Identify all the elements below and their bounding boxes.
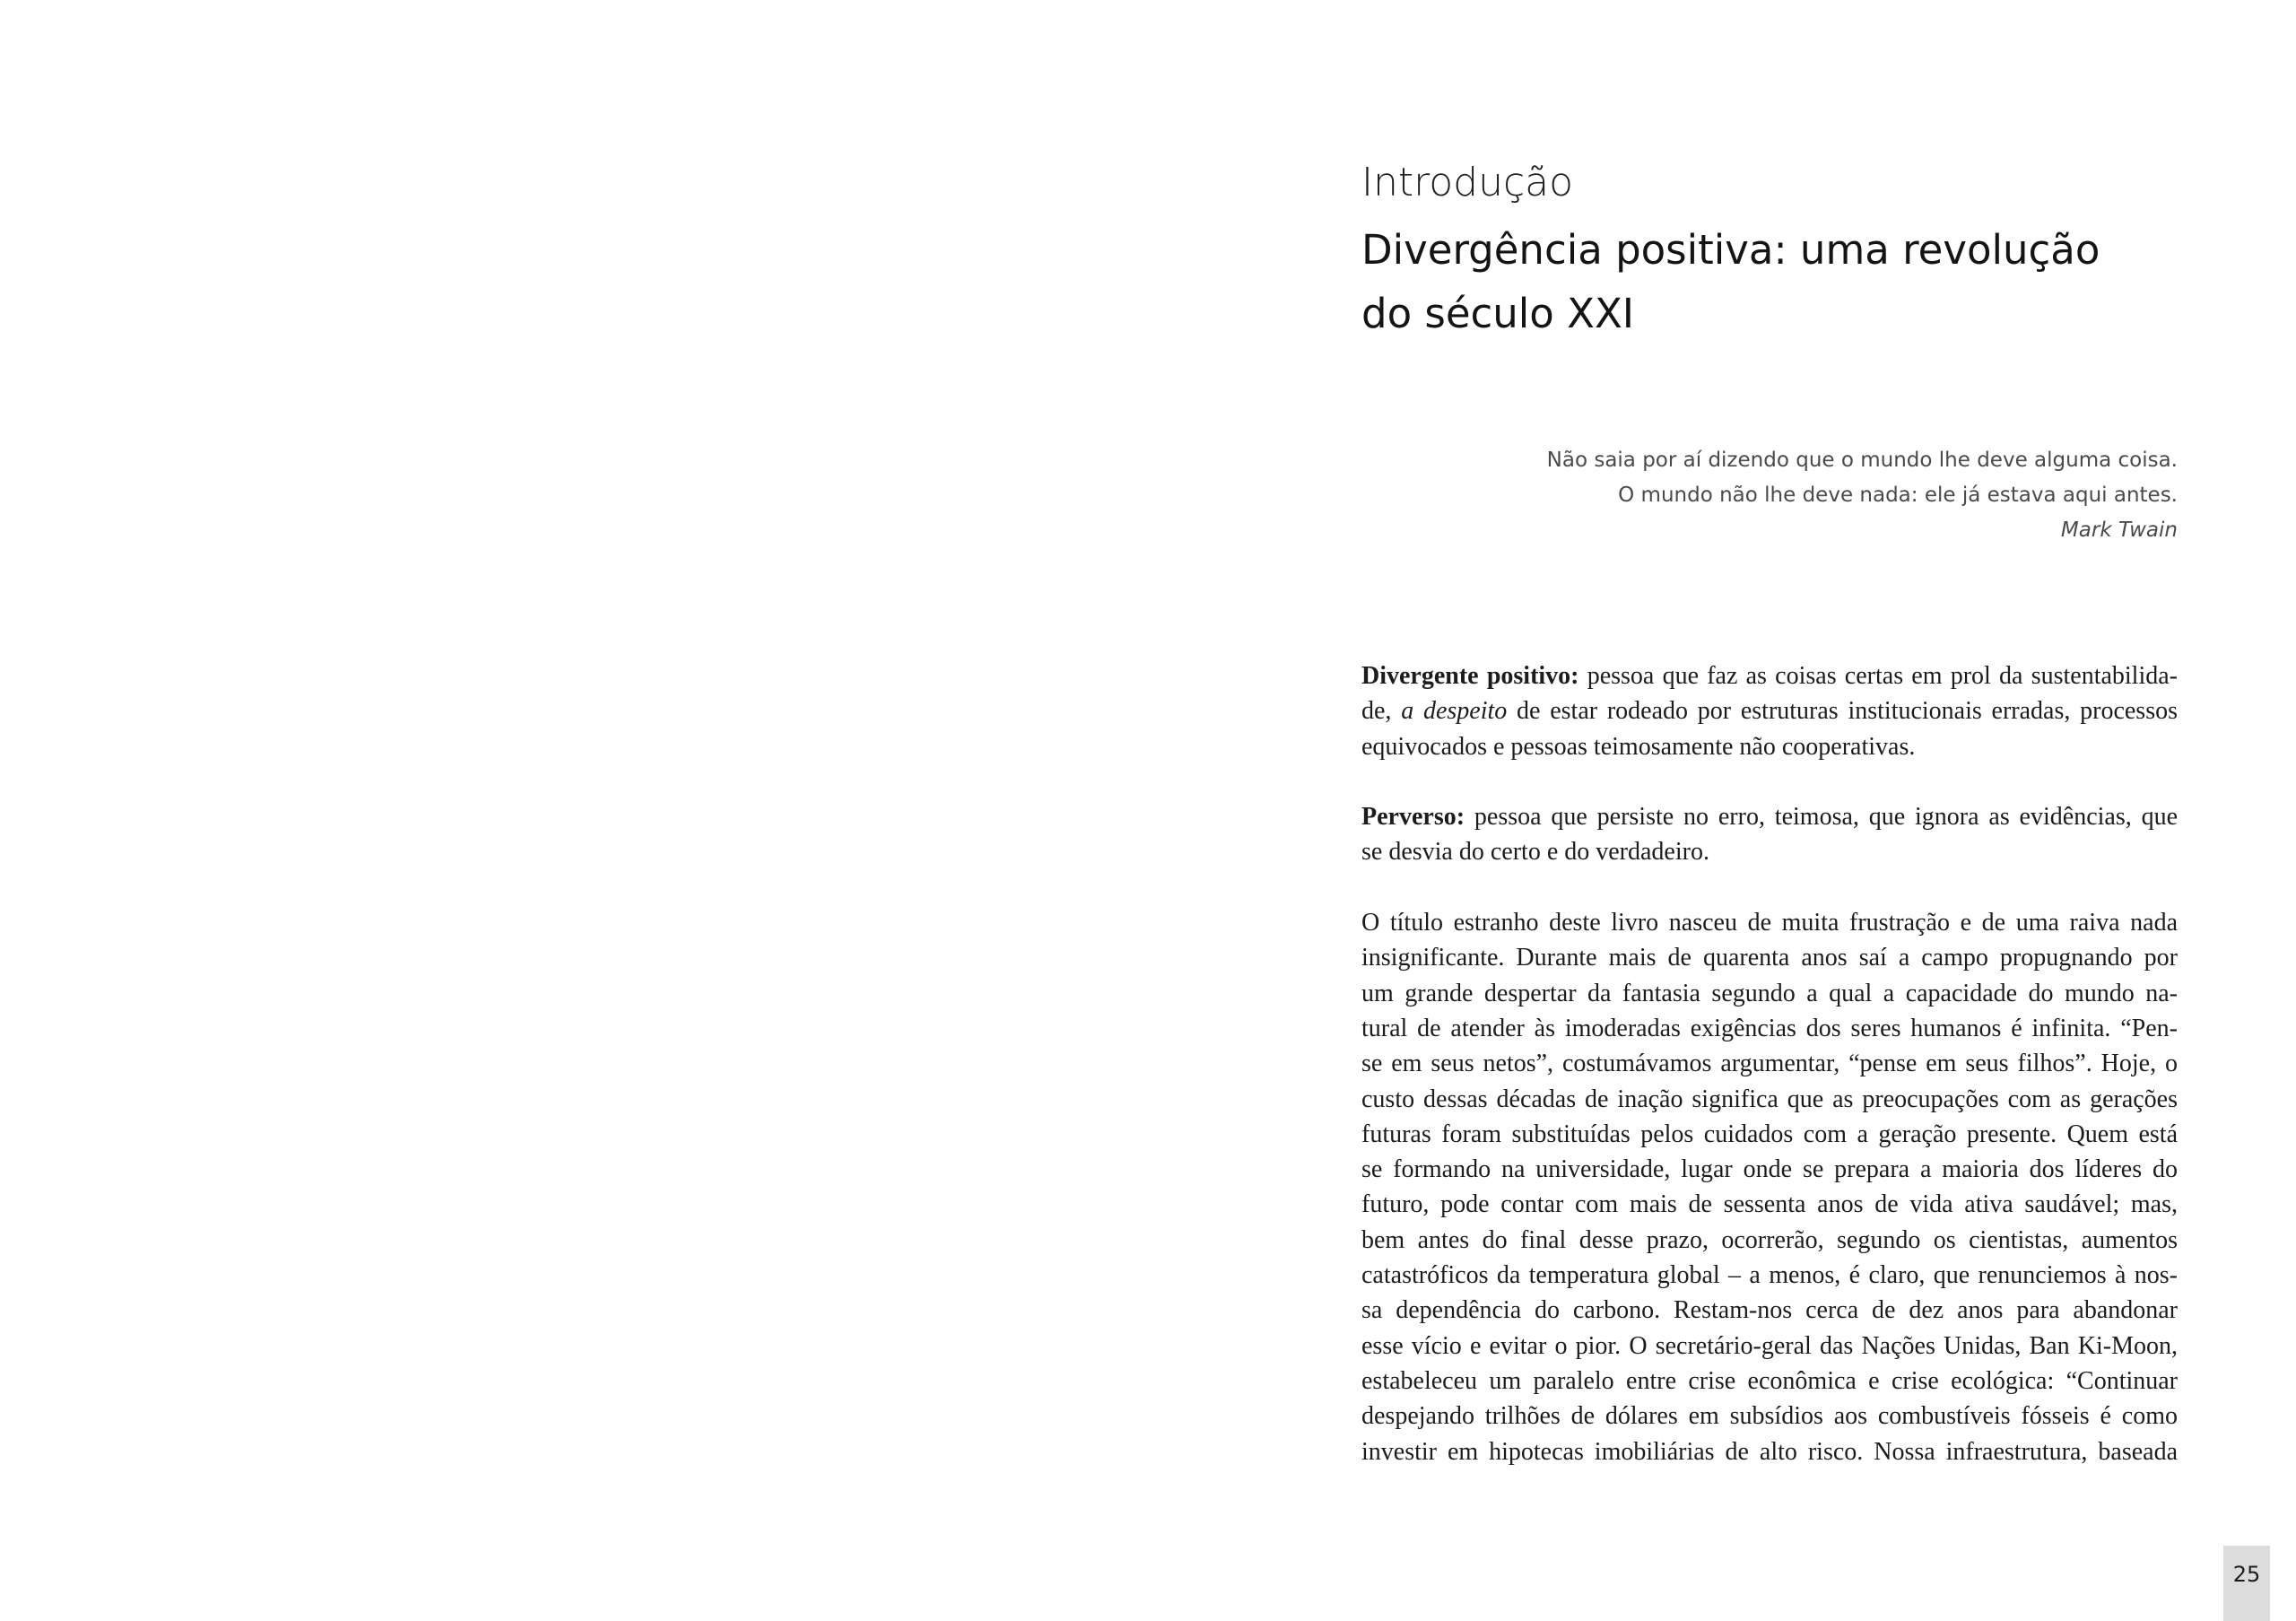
body-paragraph xyxy=(1361,905,2178,1469)
paragraph-line: futuras foram substituídas pelos cuidados com a geração presente. Quem está xyxy=(1361,1120,2178,1148)
definition-term-divergente: Divergente positivo: xyxy=(1361,662,1579,690)
emphasis-a-despeito: a despeito xyxy=(1401,697,1508,726)
paragraph-line: futuro, pode contar com mais de sessenta anos de vida ativa saudável; mas, xyxy=(1361,1190,2178,1219)
paragraph-line: se em seus netos”, costumávamos argumentar, “pense em seus filhos”. Hoje, o xyxy=(1361,1050,2178,1078)
paragraph-line: esse vício e evitar o pior. O secretário-geral das Nações Unidas, Ban Ki-Moon, xyxy=(1361,1331,2178,1360)
page-number: 25 xyxy=(2232,1562,2261,1587)
paragraph-line: catastróficos da temperatura global – a menos, é claro, que renunciemos à nos- xyxy=(1361,1261,2178,1290)
definition-perverso-line-1: Perverso: pessoa que persiste no erro, teimosa, que ignora as evidências, que xyxy=(1361,803,2178,832)
paragraph-line: tural de atender às imoderadas exigências dos seres humanos é infinita. “Pen- xyxy=(1361,1014,2178,1042)
epigraph xyxy=(1361,443,2178,548)
definition-perverso-line-2: se desvia do certo e do verdadeiro. xyxy=(1361,838,1709,867)
paragraph-line: bem antes do final desse prazo, ocorrerão, segundo os cientistas, aumentos xyxy=(1361,1225,2178,1254)
epigraph-line-2: O mundo não lhe deve nada: ele já estava aqui antes. xyxy=(1618,484,2178,507)
epigraph-author: Mark Twain xyxy=(2060,519,2178,542)
definition-divergente-line-2: de, a despeito de estar rodeado por estruturas institucionais erradas, processos xyxy=(1361,697,2178,726)
chapter-label: Introdução xyxy=(1361,160,1574,205)
definition-divergente-line-3: equivocados e pessoas teimosamente não cooperativas. xyxy=(1361,732,1916,761)
page-number-tab xyxy=(2223,1546,2270,1621)
definition-divergente-line-1: Divergente positivo: pessoa que faz as coisas certas em prol da sustentabilida- xyxy=(1361,662,2178,690)
body-text xyxy=(1361,658,2178,1469)
paragraph-line: custo dessas décadas de inação significa que as preocupações com as gerações xyxy=(1361,1085,2178,1113)
paragraph-line: se formando na universidade, lugar onde se prepara a maioria dos líderes do xyxy=(1361,1155,2178,1184)
definition-term-perverso: Perverso: xyxy=(1361,803,1465,832)
chapter-title-line-2: do século XXI xyxy=(1361,290,1635,337)
paragraph-line: estabeleceu um paralelo entre crise econômica e crise ecológica: “Continuar xyxy=(1361,1366,2178,1395)
epigraph-line-1: Não saia por aí dizendo que o mundo lhe deve alguma coisa. xyxy=(1546,449,2178,472)
paragraph-line: um grande despertar da fantasia segundo a qual a capacidade do mundo na- xyxy=(1361,979,2178,1007)
chapter-title xyxy=(1361,218,2205,345)
paragraph-line: investir em hipotecas imobiliárias de alto risco. Nossa infraestrutura, baseada xyxy=(1361,1437,2178,1466)
paragraph-line: despejando trilhões de dólares em subsídios aos combustíveis fósseis é como xyxy=(1361,1402,2178,1431)
chapter-title-line-1: Divergência positiva: uma revolução xyxy=(1361,226,2100,274)
paragraph-line: sa dependência do carbono. Restam-nos cerca de dez anos para abandonar xyxy=(1361,1296,2178,1325)
paragraph-line: O título estranho deste livro nasceu de muita frustração e de uma raiva nada xyxy=(1361,909,2178,937)
paragraph-line: insignificante. Durante mais de quarenta anos saí a campo propugnando por xyxy=(1361,944,2178,972)
